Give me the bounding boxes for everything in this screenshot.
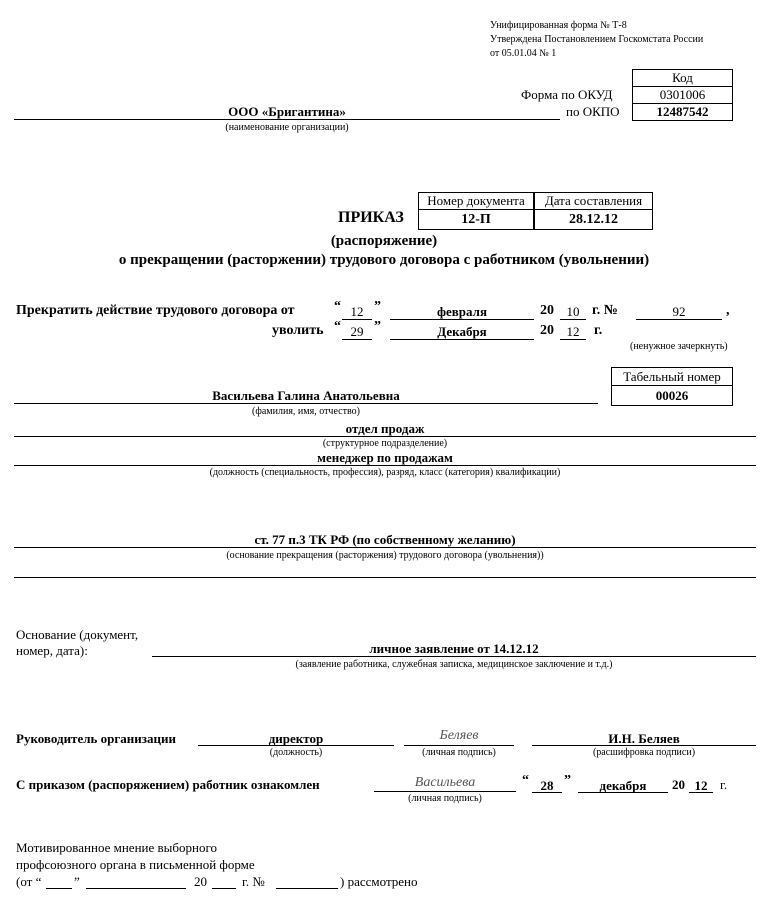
terminate-label: Прекратить действие трудового договора от	[16, 303, 295, 318]
ack-q-close: ”	[564, 773, 571, 788]
tab-number: 00026	[611, 385, 733, 406]
head-name-line	[532, 745, 756, 746]
department-caption: (структурное подразделение)	[322, 438, 448, 449]
contract-year: 10	[566, 304, 580, 319]
okud-label: Форма по ОКУД	[521, 87, 613, 102]
contract-month-line	[390, 319, 534, 320]
basis-label-1: Основание (документ,	[16, 627, 139, 642]
basis-line	[152, 656, 756, 657]
union-from-label: (от “	[16, 874, 42, 889]
head-signature-line	[404, 745, 514, 746]
union-no-label: г. №	[242, 874, 265, 889]
strike-note: (ненужное зачеркнуть)	[630, 341, 728, 352]
dismiss-year-suffix: г.	[594, 323, 603, 338]
contract-year-prefix: 20	[540, 303, 554, 318]
employee-name: Васильева Галина Анатольевна	[212, 388, 400, 403]
doc-number: 12-П	[418, 209, 534, 230]
okpo-label: по ОКПО	[566, 104, 620, 119]
ground-caption: (основание прекращения (расторжения) трудового договора (увольнения))	[226, 550, 544, 561]
employee-signature: Васильева	[414, 775, 476, 790]
ack-day: 28	[540, 778, 554, 793]
form-line-2: Утверждена Постановлением Госкомстата России	[490, 34, 704, 45]
ack-year-line	[689, 792, 713, 793]
ground-line-2	[14, 577, 756, 578]
form-line-1: Унифицированная форма № Т-8	[490, 20, 627, 31]
basis-value: личное заявление от 14.12.12	[369, 641, 539, 656]
dismiss-day-line	[342, 339, 372, 340]
dismiss-label: уволить	[272, 323, 324, 338]
dismiss-year-line	[560, 339, 586, 340]
union-year-line	[212, 888, 236, 889]
union-day-line	[46, 888, 72, 889]
form-line-3: от 05.01.04 № 1	[490, 48, 557, 59]
ack-year-prefix: 20	[672, 777, 685, 792]
head-signature: Беляев	[439, 728, 479, 743]
employee-signature-line	[374, 791, 516, 792]
doc-date: 28.12.12	[534, 209, 653, 230]
employee-signature-caption: (личная подпись)	[408, 793, 482, 804]
employee-department: отдел продаж	[345, 421, 425, 436]
union-line-2: профсоюзного органа в письменной форме	[16, 857, 255, 872]
order-about: о прекращении (расторжении) трудового договора с работником (увольнении)	[118, 252, 650, 268]
ack-month-line	[578, 792, 668, 793]
head-position-caption: (должность)	[269, 747, 323, 758]
q-close-1: ”	[374, 299, 381, 314]
head-name-caption: (расшифровка подписи)	[592, 747, 696, 758]
union-month-line	[86, 888, 186, 889]
organization-caption: (наименование организации)	[225, 122, 349, 133]
basis-caption: (заявление работника, служебная записка, медицинское заключение и т.д.)	[295, 659, 613, 670]
union-line-1: Мотивированное мнение выборного	[16, 840, 217, 855]
employee-position: менеджер по продажам	[317, 450, 453, 465]
doc-date-header: Дата составления	[534, 192, 653, 210]
kod-header: Код	[632, 69, 733, 87]
dismiss-day: 29	[350, 324, 364, 339]
organization-name: ООО «Бригантина»	[228, 104, 346, 119]
contract-year-line	[560, 319, 586, 320]
dismiss-month-line	[390, 339, 534, 340]
contract-comma: ,	[726, 303, 730, 318]
contract-number-line	[636, 319, 722, 320]
position-caption: (должность (специальность, профессия), разряд, класс (категория) квалификации)	[209, 467, 561, 478]
contract-number: 92	[672, 304, 686, 319]
union-year-prefix: 20	[194, 874, 207, 889]
ground-line	[14, 547, 756, 548]
q-close-2: ”	[374, 319, 381, 334]
employee-name-caption: (фамилия, имя, отчество)	[252, 406, 360, 417]
tab-number-header: Табельный номер	[611, 367, 733, 386]
ack-year: 12	[694, 778, 708, 793]
head-position-line	[198, 745, 394, 746]
q-open-1: “	[334, 299, 341, 314]
basis-label-2: номер, дата):	[16, 643, 88, 658]
head-label: Руководитель организации	[16, 731, 176, 746]
ack-month: декабря	[599, 778, 647, 793]
dismiss-year-prefix: 20	[540, 323, 554, 338]
organization-line	[14, 119, 560, 120]
order-title: ПРИКАЗ	[338, 209, 404, 226]
okud-value: 0301006	[632, 86, 733, 104]
doc-number-header: Номер документа	[418, 192, 534, 210]
ground-value: ст. 77 п.3 ТК РФ (по собственному желанию)	[254, 532, 516, 547]
head-signature-caption: (личная подпись)	[422, 747, 496, 758]
employee-name-line	[14, 403, 598, 404]
dismiss-month: Декабря	[437, 324, 487, 339]
order-subtitle: (распоряжение)	[330, 233, 438, 249]
union-close-quote: ”	[74, 874, 80, 889]
contract-number-label: г. №	[592, 303, 618, 318]
head-name: И.Н. Беляев	[608, 731, 680, 746]
head-position: директор	[268, 731, 324, 746]
q-open-2: “	[334, 319, 341, 334]
contract-month: февраля	[437, 304, 487, 319]
dismiss-year: 12	[566, 324, 580, 339]
union-number-line	[276, 888, 338, 889]
ack-day-line	[532, 792, 562, 793]
position-line	[14, 465, 756, 466]
okpo-value: 12487542	[632, 103, 733, 121]
ack-q-open: “	[522, 773, 529, 788]
union-tail: ) рассмотрено	[340, 874, 418, 889]
acquainted-label: С приказом (распоряжением) работник ознакомлен	[16, 777, 320, 792]
contract-day: 12	[350, 304, 364, 319]
contract-day-line	[342, 319, 372, 320]
department-line	[14, 436, 756, 437]
ack-year-suffix: г.	[720, 777, 728, 792]
